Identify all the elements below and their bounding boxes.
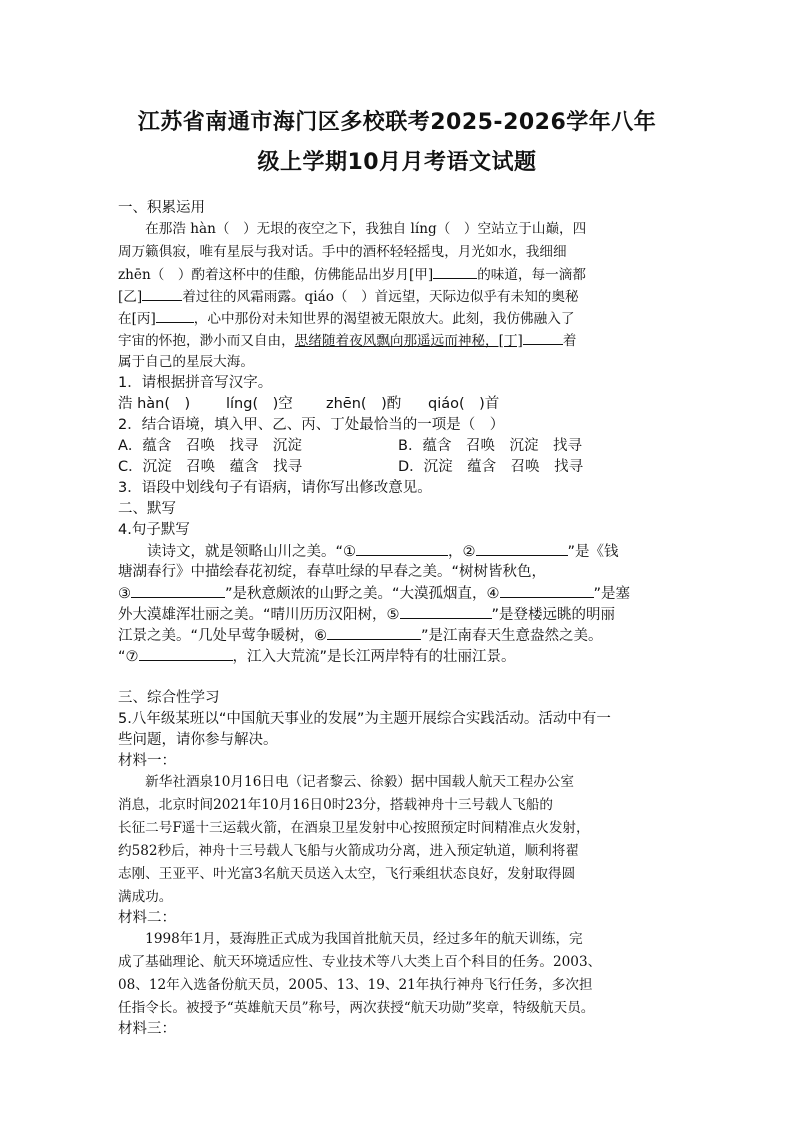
blank-2[interactable] (476, 541, 568, 556)
material-1-line: 新华社酒泉10月16日电（记者黎云、徐毅）据中国载人航天工程办公室 (118, 774, 574, 790)
pinyin-item: zhēn( )酌 (326, 396, 402, 412)
blank-yi[interactable] (142, 286, 182, 301)
blank-jia[interactable] (433, 264, 477, 279)
option-d[interactable]: D．沉淀 蕴含 召唤 找寻 (398, 459, 584, 475)
material-1-label: 材料一： (118, 753, 176, 769)
dictation-text: ”是《钱 (567, 544, 619, 560)
pinyin-item: 浩 hàn( ) (118, 396, 191, 412)
material-2-line: 08、12年入选备份航天员，2005、13、19、21年执行神舟飞行任务，多次担 (118, 977, 593, 993)
passage-text: 在[丙] (118, 311, 156, 327)
dictation-text: ”是江南春天生意盎然之美。 (421, 628, 603, 644)
question-3: 3．语段中划线句子有语病，请你写出修改意见。 (118, 480, 432, 496)
question-5: 5.八年级某班以“中国航天事业的发展”为主题开展综合实践活动。活动中有一 (118, 711, 611, 727)
section-heading-accumulation: 一、积累运用 (118, 200, 205, 216)
question-4: 4.句子默写 (118, 522, 190, 538)
dictation-text: 外大漠雄浑壮丽之美。“晴川历历汉阳树，⑤ (118, 607, 400, 623)
dictation-text: ，江入大荒流”是长江两岸特有的壮丽江景。 (232, 649, 516, 665)
question-1: 1．请根据拼音写汉字。 (118, 375, 273, 391)
material-2-line: 成了基础理论、航天环境适应性、专业技术等八大类上百个科目的任务。2003、 (118, 954, 602, 970)
blank-4[interactable] (500, 583, 594, 598)
passage-line (118, 286, 579, 307)
blank-6[interactable] (327, 625, 421, 640)
passage-text: 着过往的风霜雨露。qiáo（ ）首远望，天际边似乎有未知的奥秘 (182, 289, 579, 305)
passage-line (118, 308, 574, 329)
passage-line: 周万籁俱寂，唯有星辰与我对话。手中的酒杯轻轻摇曳，月光如水，我细细 (118, 244, 567, 260)
material-1-line: 消息，北京时间2021年10月16日0时23分，搭载神舟十三号载人飞船的 (118, 797, 553, 813)
exam-title-line-2: 级上学期10月月考语文试题 (257, 150, 537, 175)
blank-1[interactable] (356, 541, 448, 556)
dictation-text: 江景之美。“几处早莺争暖树，⑥ (118, 628, 328, 644)
option-a[interactable]: A．蕴含 召唤 找寻 沉淀 (118, 438, 302, 454)
question-2: 2．结合语境，填入甲、乙、丙、丁处最恰当的一项是（ ） (118, 417, 505, 433)
dictation-line (118, 541, 619, 562)
dictation-text: ”是塞 (593, 586, 631, 602)
blank-7[interactable] (139, 646, 233, 661)
material-3-label: 材料三： (118, 1021, 176, 1037)
pinyin-row (118, 394, 500, 414)
blank-5[interactable] (400, 604, 492, 619)
dictation-text: ③ (118, 586, 131, 602)
pinyin-item: qiáo( )首 (428, 396, 500, 412)
blank-3[interactable] (131, 583, 225, 598)
blank-bing[interactable] (156, 308, 194, 323)
option-b[interactable]: B．蕴含 召唤 沉淀 找寻 (398, 438, 582, 454)
dictation-line: 塘湖春行》中描绘春花初绽，春草吐绿的早春之美。“树树皆秋色， (118, 564, 547, 580)
dictation-line (118, 583, 630, 604)
underlined-sentence: 思绪随着夜风飘向那遥远而神秘，[丁] (294, 333, 523, 349)
option-c[interactable]: C．沉淀 召唤 蕴含 找寻 (118, 459, 303, 475)
passage-line (118, 330, 576, 351)
pinyin-item: líng( )空 (226, 396, 293, 412)
passage-text: 宇宙的怀抱，渺小而又自由， (118, 333, 295, 349)
passage-text: 的味道，每一滴都 (477, 267, 586, 283)
exam-title-line-1: 江苏省南通市海门区多校联考2025-2026学年八年 (137, 110, 657, 135)
passage-line (118, 264, 586, 285)
passage-text: ，心中那份对未知世界的渴望被无限放大。此刻，我仿佛融入了 (193, 311, 575, 327)
passage-line: 属于自己的星辰大海。 (118, 354, 254, 370)
material-2-label: 材料二： (118, 910, 176, 926)
section-heading-comprehensive: 三、综合性学习 (118, 690, 220, 706)
passage-text: [乙] (118, 289, 143, 305)
passage-text: zhēn（ ）酌着这杯中的佳酿，仿佛能品出岁月[甲] (118, 267, 434, 283)
dictation-line (118, 625, 603, 646)
blank-ding[interactable] (523, 330, 563, 345)
dictation-text: ”是秋意颇浓的山野之美。“大漠孤烟直，④ (225, 586, 500, 602)
dictation-line (118, 604, 615, 625)
section-heading-dictation: 二、默写 (118, 501, 176, 517)
dictation-text: ，② (448, 544, 476, 560)
dictation-text: 读诗文，就是领略山川之美。“① (118, 544, 357, 560)
material-2-line: 1998年1月，聂海胜正式成为我国首批航天员，经过多年的航天训练，完 (118, 931, 583, 947)
material-1-line: 满成功。 (118, 889, 173, 905)
options-row (118, 436, 678, 456)
dictation-text: ”是登楼远眺的明丽 (491, 607, 616, 623)
material-1-line: 约582秒后，神舟十三号载人飞船与火箭成功分离，进入预定轨道，顺利将翟 (118, 843, 579, 859)
material-2-line: 任指令长。被授予“英雄航天员”称号，两次获授“航天功勋”奖章，特级航天员。 (118, 1000, 595, 1016)
material-1-line: 长征二号F遥十三运载火箭，在酒泉卫星发射中心按照预定时间精准点火发射， (118, 820, 590, 836)
material-1-line: 志刚、王亚平、叶光富3名航天员送入太空，飞行乘组状态良好，发射取得圆 (118, 866, 576, 882)
dictation-text: “⑦ (118, 649, 139, 665)
passage-line: 在那浩 hàn（ ）无垠的夜空之下，我独自 líng（ ）空站立于山巅，四 (118, 221, 587, 237)
options-row (118, 457, 678, 477)
passage-text: 着 (562, 333, 577, 349)
question-5: 些问题，请你参与解决。 (118, 732, 278, 748)
dictation-line (118, 646, 516, 667)
